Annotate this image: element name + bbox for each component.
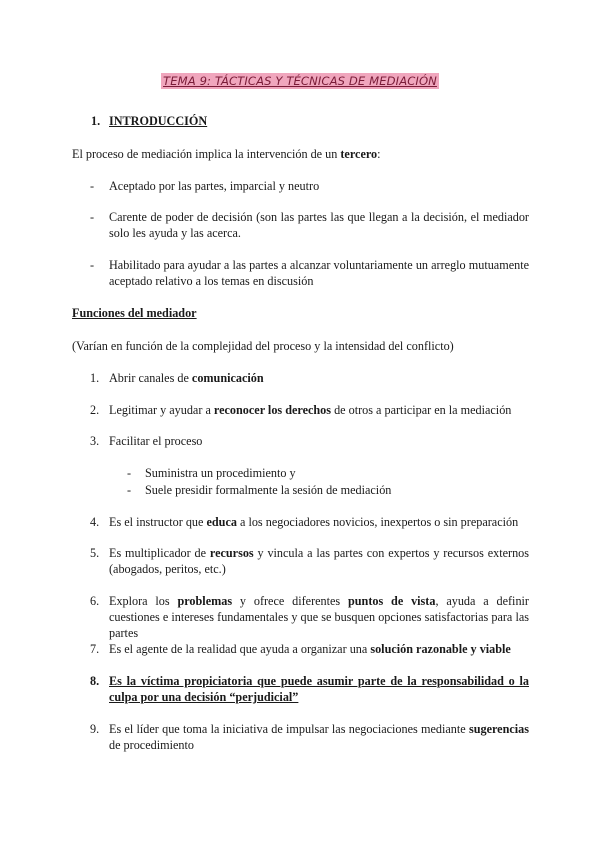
bullet-dash: -	[90, 179, 95, 193]
list-number: 1.	[90, 371, 100, 385]
list-item: Facilitar el proceso	[109, 434, 203, 448]
list-number: 9.	[90, 722, 100, 736]
sub-item: Suele presidir formalmente la sesión de mediación	[145, 483, 392, 497]
list-item: Abrir canales de comunicación	[109, 371, 264, 385]
list-number: 7.	[90, 642, 100, 656]
list-number: 3.	[90, 434, 100, 448]
document-title: TEMA 9: TÁCTICAS Y TÉCNICAS DE MEDIACIÓN	[163, 74, 437, 88]
bullet-dash: -	[127, 483, 132, 497]
intro-heading: INTRODUCCIÓN	[109, 114, 208, 128]
bullet-dash: -	[90, 210, 95, 224]
intro-bullet: Carente de poder de decisión (son las partes las que llegan a la decisión, el mediador solo les ayuda y las acerca.	[109, 210, 529, 240]
list-number: 6.	[90, 594, 100, 608]
list-item: Legitimar y ayudar a reconocer los derechos de otros a participar en la mediación	[109, 403, 512, 417]
functions-note: (Varían en función de la complejidad del proceso y la intensidad del conflicto)	[72, 339, 454, 353]
sub-item: Suministra un procedimiento y	[145, 466, 296, 480]
list-item: Es la víctima propiciatoria que puede asumir parte de la responsabilidad o la culpa por una decisión “perjudicial”	[109, 674, 529, 704]
list-item: Explora los problemas y ofrece diferentes puntos de vista, ayuda a definir cuestiones e intereses fundamentales y que se busquen opciones satisfactorias para las partes	[109, 594, 529, 640]
list-number: 2.	[90, 403, 100, 417]
functions-heading: Funciones del mediador	[72, 306, 197, 320]
list-number: 8.	[90, 674, 100, 688]
bullet-dash: -	[127, 466, 132, 480]
list-item: Es el líder que toma la iniciativa de impulsar las negociaciones mediante sugerencias de procedimiento	[109, 722, 529, 752]
list-number: 5.	[90, 546, 100, 560]
list-item: Es multiplicador de recursos y vincula a las partes con expertos y recursos externos (abogados, peritos, etc.)	[109, 546, 529, 576]
intro-bullet: Aceptado por las partes, imparcial y neutro	[109, 179, 320, 193]
intro-lead: El proceso de mediación implica la intervención de un tercero:	[72, 147, 381, 161]
list-item: Es el agente de la realidad que ayuda a organizar una solución razonable y viable	[109, 642, 511, 656]
intro-bullet: Habilitado para ayudar a las partes a alcanzar voluntariamente un arreglo mutuamente aceptado relativo a los temas en discusión	[109, 258, 529, 288]
list-number: 4.	[90, 515, 100, 529]
bullet-dash: -	[90, 258, 95, 272]
intro-number: 1.	[91, 114, 101, 128]
list-item: Es el instructor que educa a los negociadores novicios, inexpertos o sin preparación	[109, 515, 519, 529]
